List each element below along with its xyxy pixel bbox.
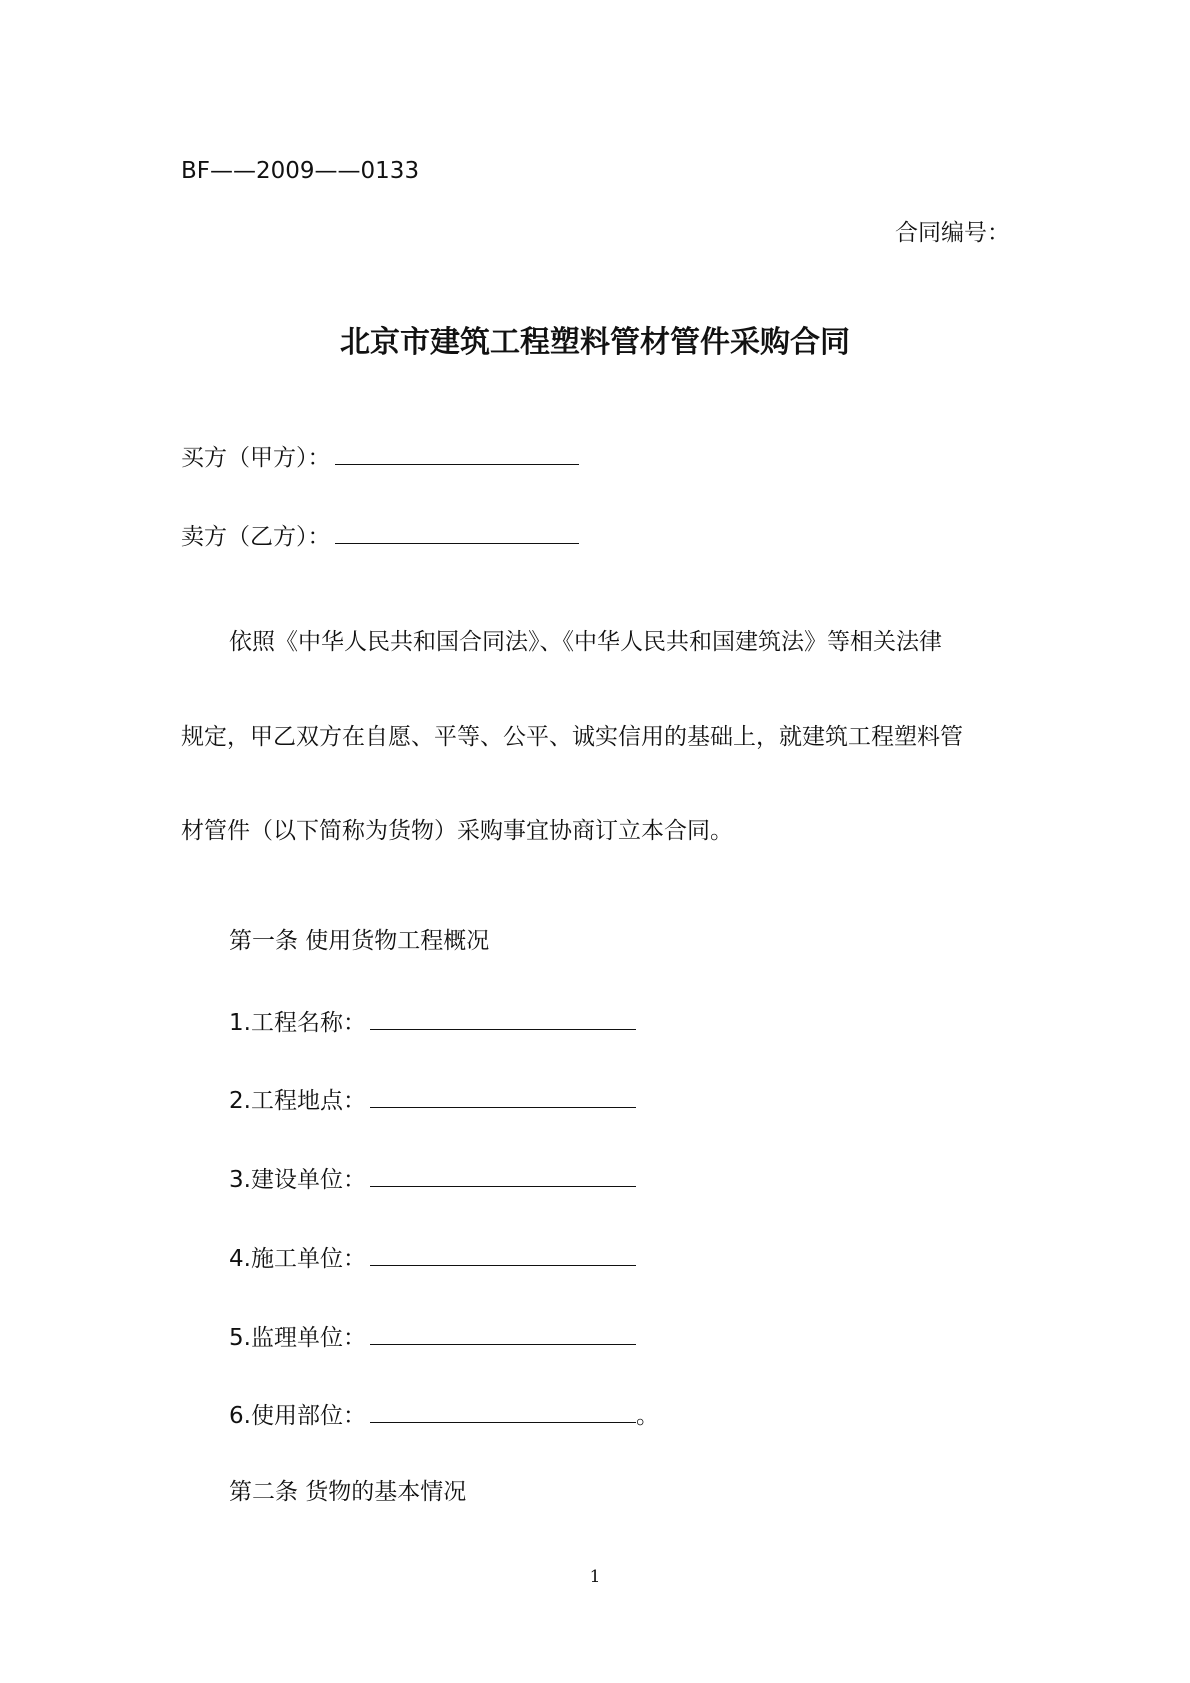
project-name-row — [229, 1005, 636, 1038]
buyer-row — [181, 440, 579, 473]
page-number: 1 — [589, 1567, 601, 1587]
project-name-blank — [370, 1005, 636, 1030]
supervisor-label: 5.监理单位： — [229, 1325, 366, 1351]
article-1-heading: 第一条 使用货物工程概况 — [229, 928, 490, 954]
buyer-label: 买方（甲方）： — [181, 445, 331, 471]
article-2-heading: 第二条 货物的基本情况 — [229, 1479, 467, 1505]
construction-owner-label: 3.建设单位： — [229, 1167, 366, 1193]
intro-line-3: 材管件（以下简称为货物）采购事宜协商订立本合同。 — [181, 818, 733, 844]
document-title: 北京市建筑工程塑料管材管件采购合同 — [340, 325, 850, 360]
seller-blank — [335, 519, 579, 544]
construction-owner-blank — [370, 1162, 636, 1187]
project-location-row — [229, 1083, 636, 1116]
construction-owner-row — [229, 1162, 636, 1195]
project-name-label: 1.工程名称： — [229, 1010, 366, 1036]
usage-location-period: 。 — [635, 1403, 659, 1429]
usage-location-label: 6.使用部位： — [229, 1403, 366, 1429]
usage-location-row — [229, 1398, 659, 1431]
usage-location-blank — [370, 1398, 636, 1423]
project-location-blank — [370, 1083, 636, 1108]
buyer-blank — [335, 440, 579, 465]
contractor-row — [229, 1241, 636, 1274]
project-location-label: 2.工程地点： — [229, 1088, 366, 1114]
supervisor-row — [229, 1320, 636, 1353]
seller-label: 卖方（乙方）： — [181, 524, 331, 550]
supervisor-blank — [370, 1320, 636, 1345]
intro-line-1: 依照《中华人民共和国合同法》、《中华人民共和国建筑法》等相关法律 — [229, 629, 942, 655]
intro-line-2: 规定，甲乙双方在自愿、平等、公平、诚实信用的基础上，就建筑工程塑料管 — [181, 724, 963, 750]
seller-row — [181, 519, 579, 552]
contractor-label: 4.施工单位： — [229, 1246, 366, 1272]
contract-number-label: 合同编号： — [895, 220, 1010, 246]
contractor-blank — [370, 1241, 636, 1266]
document-code: BF——2009——0133 — [181, 158, 420, 184]
